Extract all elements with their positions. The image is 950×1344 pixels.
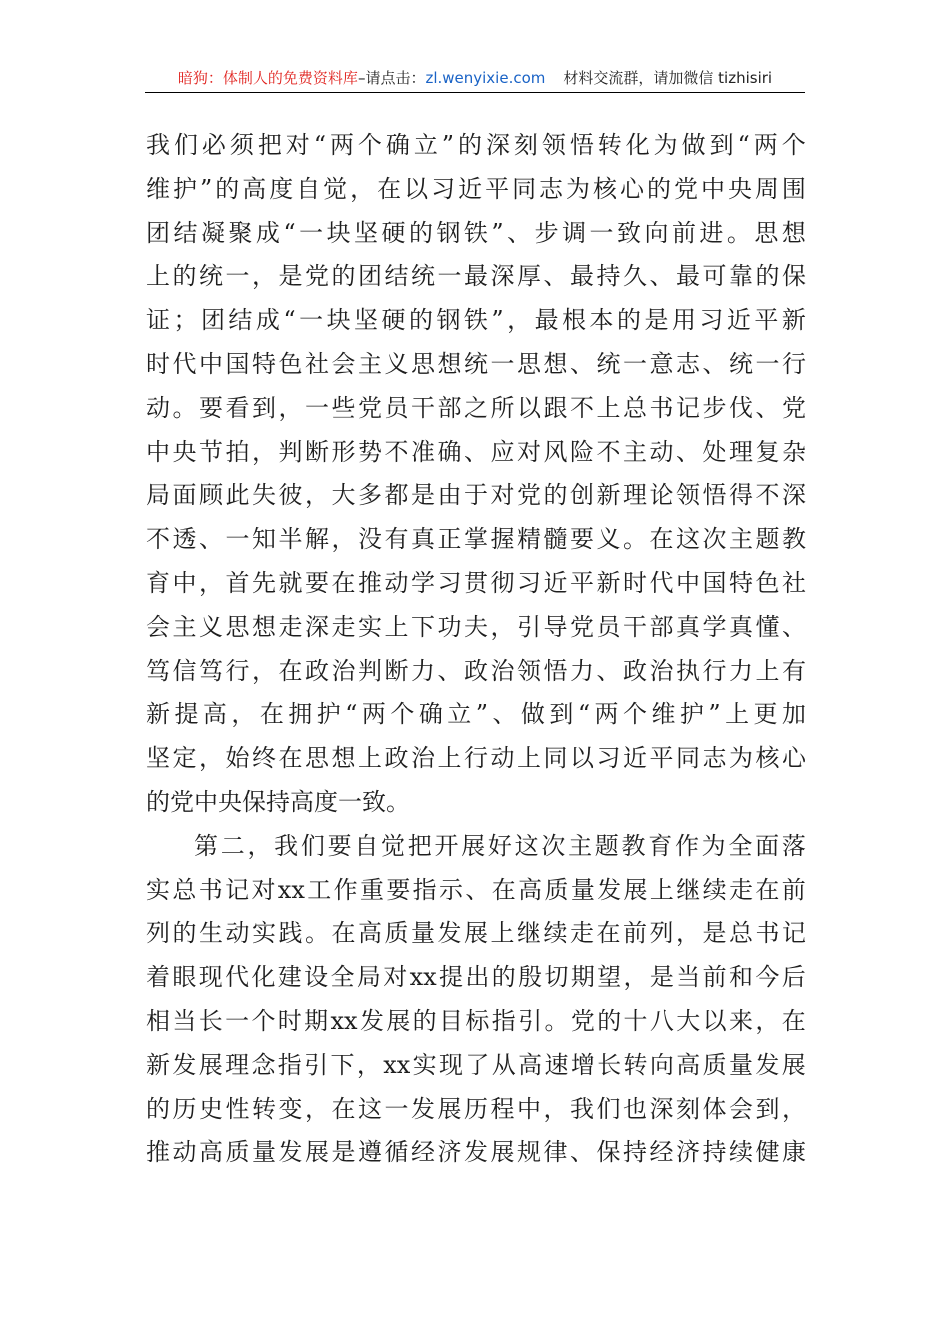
header-site-name: 暗狗：体制人的免费资料库 xyxy=(177,69,358,87)
text-line: 不 透 、 一 知 半 解 ， 没 有 真 正 掌 握 精 髓 要 义 。 在 这 次 主 题 教 xyxy=(146,525,806,554)
document-body xyxy=(146,124,806,1175)
text-line: 维 护 ” 的 高 度 自 觉 ， 在 以 习 近 平 同 志 为 核 心 的 党 中 央 周 围 xyxy=(146,174,806,203)
text-line: 证 ； 团 结 成 “ 一 块 坚 硬 的 钢 铁 ” ， 最 根 本 的 是 用 习 近 平 新 xyxy=(146,306,806,335)
header-wechat-note: 材料交流群，请加微信 tizhisiri xyxy=(563,69,773,87)
text-line: 上 的 统 一 ， 是 党 的 团 结 统 一 最 深 厚 、 最 持 久 、 最 可 靠 的 保 xyxy=(146,262,806,291)
text-line: 团 结 凝 聚 成 “ 一 块 坚 硬 的 钢 铁 ” 、 步 调 一 致 向 前 进 。 思 想 xyxy=(146,218,806,247)
text-line: 新 发 展 理 念 指 引 下 ， xx 实 现 了 从 高 速 增 长 转 向 高 质 量 发 展 xyxy=(146,1050,806,1079)
text-line: 第 二 ， 我 们 要 自 觉 把 开 展 好 这 次 主 题 教 育 作 为 全 面 落 xyxy=(194,831,806,860)
text-line: 时 代 中 国 特 色 社 会 主 义 思 想 统 一 思 想 、 统 一 意 志 、 统 一 行 xyxy=(146,349,806,378)
text-line: 新 提 高 ， 在 拥 护 “ 两 个 确 立 ” 、 做 到 “ 两 个 维 护 ” 上 更 加 xyxy=(146,700,806,729)
text-line: 会 主 义 思 想 走 深 走 实 上 下 功 夫 ， 引 导 党 员 干 部 真 学 真 懂 、 xyxy=(146,612,806,641)
header-click-prompt: –请点击： xyxy=(357,69,426,87)
page-header xyxy=(145,68,805,93)
text-line: 我 们 必 须 把 对 “ 两 个 确 立 ” 的 深 刻 领 悟 转 化 为 做 到 “ 两 个 xyxy=(146,131,806,159)
text-line: 坚 定 ， 始 终 在 思 想 上 政 治 上 行 动 上 同 以 习 近 平 同 志 为 核 心 xyxy=(146,744,806,773)
text-line: 笃 信 笃 行 ， 在 政 治 判 断 力 、 政 治 领 悟 力 、 政 治 执 行 力 上 有 xyxy=(146,656,806,685)
text-line: 育 中 ， 首 先 就 要 在 推 动 学 习 贯 彻 习 近 平 新 时 代 中 国 特 色 社 xyxy=(146,568,806,597)
text-line: 的 历 史 性 转 变 ， 在 这 一 发 展 历 程 中 ， 我 们 也 深 刻 体 会 到 ， xyxy=(146,1094,806,1123)
text-line: 中 央 节 拍 ， 判 断 形 势 不 准 确 、 应 对 风 险 不 主 动 、 处 理 复 杂 xyxy=(146,437,806,466)
text-line: 推 动 高 质 量 发 展 是 遵 循 经 济 发 展 规 律 、 保 持 经 济 持 续 健 康 xyxy=(146,1138,806,1167)
text-line: 实 总 书 记 对 xx 工 作 重 要 指 示 、 在 高 质 量 发 展 上 继 续 走 在 前 xyxy=(146,875,806,904)
text-line: 的 党 中 央 保 持 高 度 一 致 。 xyxy=(146,787,410,816)
text-line: 动 。 要 看 到 ， 一 些 党 员 干 部 之 所 以 跟 不 上 总 书 记 步 伐 、 党 xyxy=(146,393,806,422)
text-line: 着 眼 现 代 化 建 设 全 局 对 xx 提 出 的 殷 切 期 望 ， 是 当 前 和 今 后 xyxy=(146,963,806,992)
header-site-url[interactable]: zl.wenyixie.com xyxy=(425,69,546,87)
text-line: 列 的 生 动 实 践 。 在 高 质 量 发 展 上 继 续 走 在 前 列 ， 是 总 书 记 xyxy=(146,919,806,948)
text-line: 相 当 长 一 个 时 期 xx 发 展 的 目 标 指 引 。 党 的 十 八 大 以 来 ， 在 xyxy=(146,1006,806,1035)
text-line: 局 面 顾 此 失 彼 ， 大 多 都 是 由 于 对 党 的 创 新 理 论 领 悟 得 不 深 xyxy=(146,481,806,510)
